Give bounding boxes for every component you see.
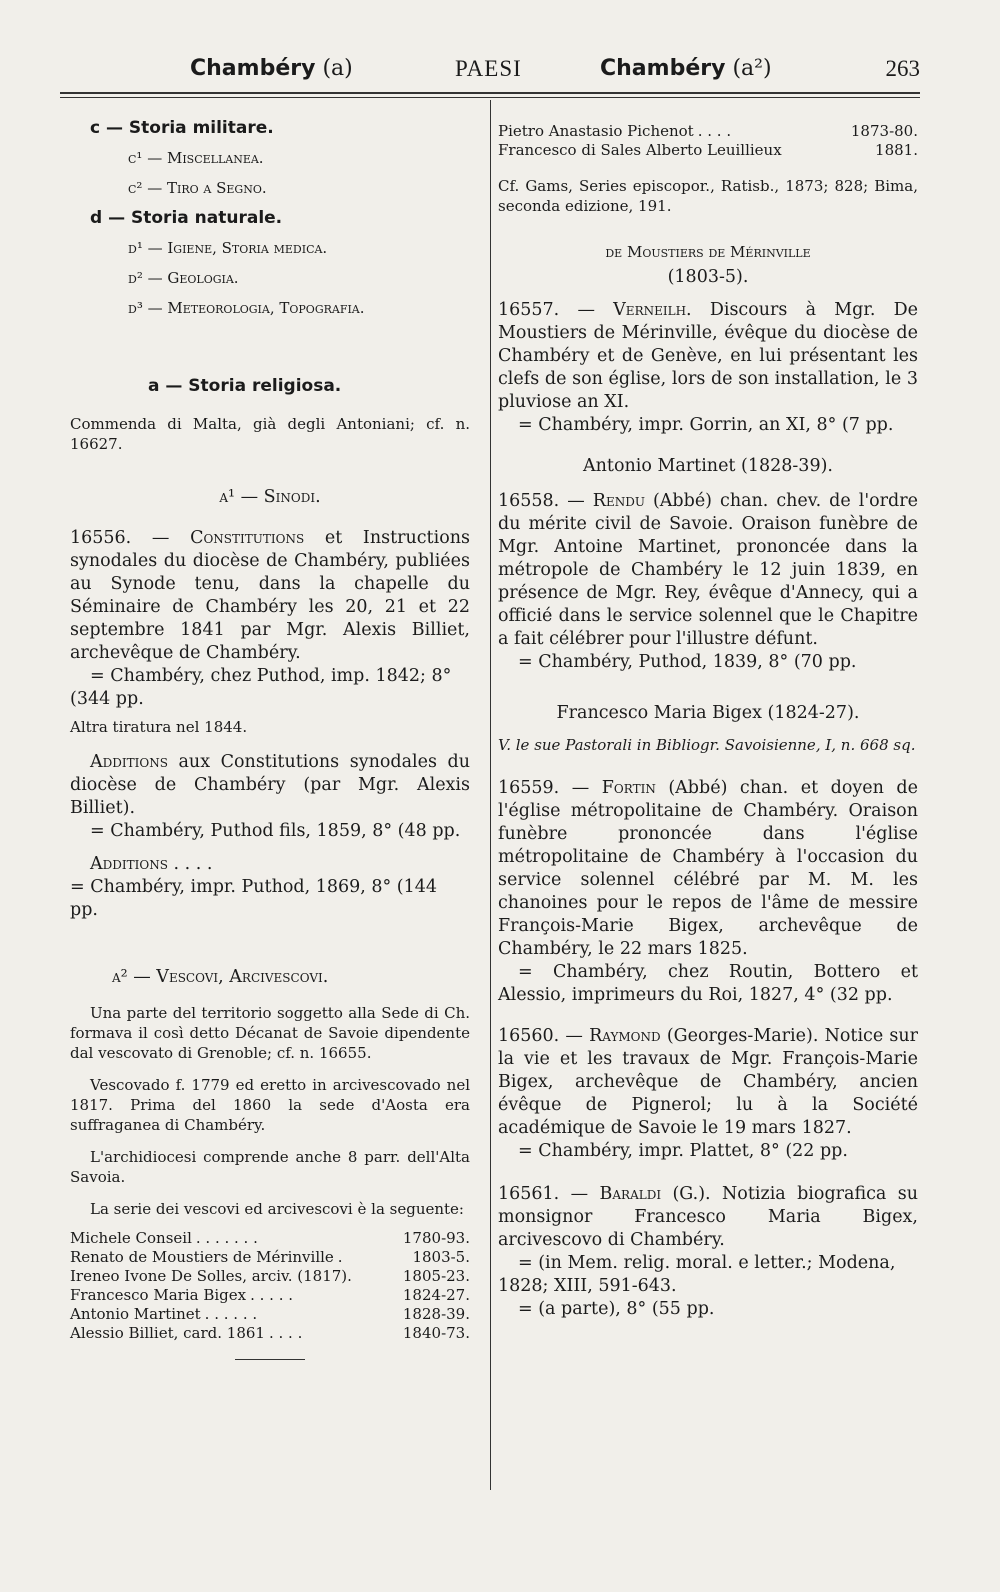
series-dots: . . . . — [268, 1324, 303, 1342]
series-row — [70, 1248, 470, 1267]
series-name: Francesco di Sales Alberto Leuillieux — [498, 141, 782, 159]
entry-16561-imprint-2: = (a parte), 8° (55 pp. — [518, 1299, 715, 1319]
header-rule — [60, 92, 920, 94]
entry-author: Constitutions — [190, 528, 305, 548]
note-serie: La serie dei vescovi ed arcivescovi è la seguente: — [90, 1200, 464, 1218]
series-row — [70, 1305, 470, 1324]
a2-heading: a² — Vescovi, Arcivescovi. — [112, 967, 329, 987]
entry-author: Fortin — [601, 778, 656, 798]
entry-author: Raymond — [589, 1026, 661, 1046]
entry-16556-imprint: = Chambéry, chez Puthod, imp. 1842; 8° (344 pp. — [70, 666, 452, 709]
series-dots: . . . . — [697, 122, 732, 140]
column-divider — [490, 100, 491, 1490]
altra-tiratura: Altra tiratura nel 1844. — [70, 718, 248, 736]
entry-additions-1 — [70, 751, 470, 820]
entry-16560 — [498, 1025, 918, 1140]
entry-number: 16557. — — [498, 300, 595, 320]
note-territory: Una parte del territorio soggetto alla Sede di Ch. formava il così detto Décanat de Savoie dipendente dal vescovato di Grenoble; cf. n. 16655. — [70, 1004, 470, 1062]
header-center: PAESI — [455, 56, 522, 81]
entry-text: (G.). Notizia biografica su monsignor Francesco Maria Bigex, arcivescovo di Chambéry. — [498, 1184, 918, 1250]
section-c-heading: c — Storia militare. — [90, 118, 274, 138]
series-dates: 1873-80. — [850, 122, 918, 140]
entry-text: Discours à Mgr. De Moustiers de Mérinville, évêque du diocèse de Chambéry et de Genève, en lui présentant les clefs de son église, lors de son installation, le 3 pluviose an XI. — [498, 300, 918, 412]
series-name: Antonio Martinet — [70, 1305, 201, 1323]
entry-additions-2: Additions . . . . — [90, 854, 213, 874]
section-a-heading: a — Storia religiosa. — [148, 376, 342, 396]
entry-16558-imprint: = Chambéry, Puthod, 1839, 8° (70 pp. — [518, 652, 857, 672]
entry-text: (Georges-Marie). Notice sur la vie et les travaux de Mgr. François-Marie Bigex, archevêque de Chambéry, ancien évêque de Pignerol; lu à la Société académique de Savoie le 19 mars 1827. — [498, 1026, 918, 1138]
entry-title: Additions — [90, 752, 168, 772]
series-dots — [352, 1267, 403, 1286]
entry-author: Baraldi — [599, 1184, 662, 1204]
section-d2: d² — Geologia. — [128, 269, 239, 287]
header-left-title: Chambéry — [190, 56, 316, 81]
entry-number: 16558. — — [498, 491, 585, 511]
page-number: 263 — [885, 56, 920, 81]
section-c1: c¹ — Miscellanea. — [128, 149, 264, 167]
entry-16557 — [498, 299, 918, 414]
entry-text: (Abbé) chan. et doyen de l'église métropolitaine de Chambéry. Oraison funèbre prononcée dans l'église métropolitaine de Chambéry à l'occasion du service solennel célébré par M. M. les chanoines pour le repos de l'âme de messire François-Marie Bigex, archevêque de Chambéry, le 22 mars 1825. — [498, 778, 918, 959]
entry-author: Verneilh. — [613, 300, 692, 320]
entry-16558 — [498, 490, 918, 651]
series-name: Michele Conseil — [70, 1229, 192, 1247]
series-row — [70, 1324, 470, 1343]
series-dots: . — [337, 1248, 343, 1266]
entry-16557-imprint: = Chambéry, impr. Gorrin, an XI, 8° (7 pp. — [518, 415, 894, 435]
series-row — [70, 1229, 470, 1248]
note-vescovado: Vescovado f. 1779 ed eretto in arcivescovado nel 1817. Prima del 1860 la sede d'Aosta era suffraganea di Chambéry. — [70, 1076, 470, 1134]
section-d3: d³ — Meteorologia, Topografia. — [128, 299, 365, 317]
series-dates: 1840-73. — [402, 1324, 470, 1342]
series-dates: 1824-27. — [402, 1286, 470, 1304]
entry-16561 — [498, 1183, 918, 1252]
entry-text: et Instructions synodales du diocèse de Chambéry, publiées au Synode tenu, dans la chapelle du Séminaire de Chambéry les 20, 21 et 22 septembre 1841 par Mgr. Alexis Billiet, archevêque de Chambéry. — [70, 528, 470, 663]
entry-additions-1-imprint: = Chambéry, Puthod fils, 1859, 8° (48 pp. — [90, 821, 461, 841]
a1-heading: a¹ — Sinodi. — [219, 487, 321, 507]
series-dots — [782, 141, 875, 160]
series-row — [70, 1286, 470, 1305]
page-header — [60, 52, 920, 90]
series-name: Alessio Billiet, card. 1861 — [70, 1324, 265, 1342]
bishop-series-continued — [498, 122, 918, 160]
series-dots: . . . . . . — [204, 1305, 258, 1323]
header-right — [600, 56, 772, 81]
moustiers-dates: (1803-5). — [667, 267, 749, 287]
entry-16560-imprint: = Chambéry, impr. Plattet, 8° (22 pp. — [518, 1141, 848, 1161]
entry-number: 16560. — — [498, 1026, 583, 1046]
series-dates: 1881. — [875, 141, 918, 159]
entry-text: aux Constitutions synodales du diocèse de Chambéry (par Mgr. Alexis Billiet). — [70, 752, 470, 818]
bigex-heading: Francesco Maria Bigex (1824-27). — [556, 703, 860, 723]
left-column — [70, 118, 470, 1360]
series-dates: 1805-23. — [402, 1267, 470, 1285]
header-right-suffix: (a²) — [732, 56, 772, 81]
series-dates: 1780-93. — [402, 1229, 470, 1247]
series-name: Pietro Anastasio Pichenot — [498, 122, 694, 140]
series-name: Renato de Moustiers de Mérinville — [70, 1248, 334, 1266]
series-row — [70, 1267, 470, 1286]
entry-16559-imprint: = Chambéry, chez Routin, Bottero et Alessio, imprimeurs du Roi, 1827, 4° (32 pp. — [498, 962, 918, 1005]
entry-16556 — [70, 527, 470, 665]
section-d1: d¹ — Igiene, Storia medica. — [128, 239, 328, 257]
entry-16559 — [498, 777, 918, 961]
cf-reference: Cf. Gams, Series episcopor., Ratisb., 1873; 828; Bima, seconda edizione, 191. — [498, 177, 918, 215]
entry-16561-imprint: = (in Mem. relig. moral. e letter.; Modena, 1828; XIII, 591-643. — [498, 1253, 896, 1296]
header-rule-thin — [60, 97, 920, 98]
series-dots: . . . . . . . — [195, 1229, 258, 1247]
entry-number: 16561. — — [498, 1184, 589, 1204]
commenda-note: Commenda di Malta, già degli Antoniani; cf. n. 16627. — [70, 415, 470, 453]
moustiers-heading: de Moustiers de Mérinville — [605, 243, 811, 261]
bishop-series-list — [70, 1229, 470, 1343]
entry-additions-2-imprint: = Chambéry, impr. Puthod, 1869, 8° (144 pp. — [70, 877, 438, 920]
entry-number: 16559. — — [498, 778, 590, 798]
section-c2: c² — Tiro a Segno. — [128, 179, 267, 197]
series-row — [498, 122, 918, 141]
series-dates: 1828-39. — [402, 1305, 470, 1323]
series-name: Ireneo Ivone De Solles, arciv. (1817). — [70, 1267, 352, 1285]
series-row — [498, 141, 918, 160]
series-dates: 1803-5. — [412, 1248, 470, 1266]
entry-number: 16556. — — [70, 528, 170, 548]
series-dots: . . . . . — [250, 1286, 294, 1304]
entry-text: (Abbé) chan. chev. de l'ordre du mérite civil de Savoie. Oraison funèbre de Mgr. Antoine Martinet, prononcée dans la métropole de Chambéry le 12 juin 1839, en présence de Mgr. Rey, évêque d'Annecy, qui a officié dans le service solennel que le Chapitre a fait célébrer pour l'illustre défunt. — [498, 491, 918, 649]
right-column — [498, 122, 918, 1321]
entry-author: Rendu — [592, 491, 645, 511]
series-name: Francesco Maria Bigex — [70, 1286, 247, 1304]
bigex-note: V. le sue Pastorali in Bibliogr. Savoisienne, I, n. 668 sq. — [498, 736, 916, 754]
header-left-suffix: (a) — [322, 56, 353, 81]
note-archidiocesi: L'archidiocesi comprende anche 8 parr. dell'Alta Savoia. — [70, 1148, 470, 1186]
section-d-heading: d — Storia naturale. — [90, 208, 283, 228]
header-left — [190, 56, 353, 81]
martinet-heading: Antonio Martinet (1828-39). — [583, 456, 833, 476]
section-end-rule — [235, 1359, 305, 1360]
header-right-title: Chambéry — [600, 56, 726, 81]
